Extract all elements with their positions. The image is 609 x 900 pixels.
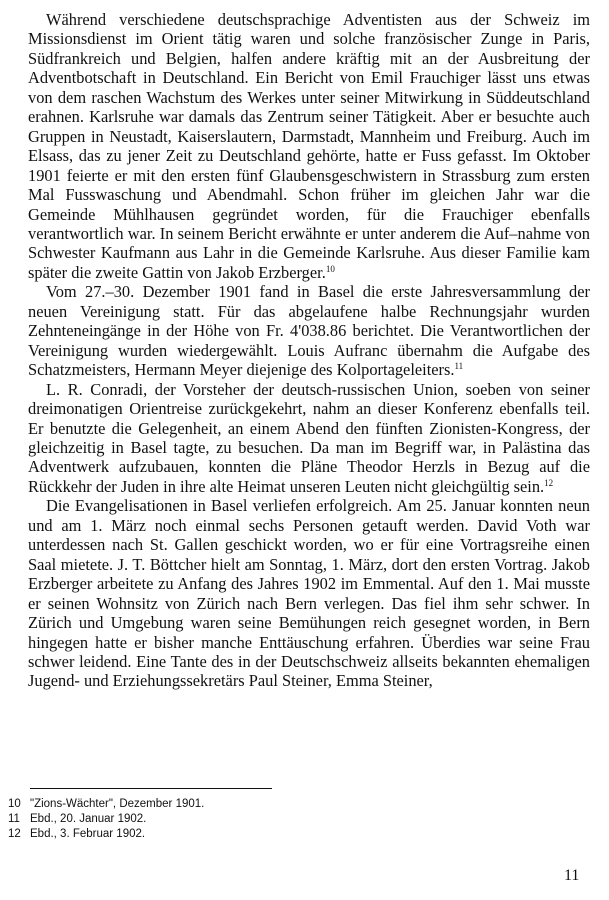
footnote — [8, 827, 568, 842]
footnote — [8, 812, 568, 827]
paragraph — [28, 496, 590, 691]
footnote-text: "Zions-Wächter", Dezember 1901. — [30, 798, 205, 810]
footnote — [8, 797, 568, 812]
paragraph — [28, 380, 590, 497]
footnote-number: 12 — [8, 828, 21, 840]
footnote-ref[interactable]: 11 — [454, 361, 464, 372]
paragraph-text: Vom 27.–30. Dezember 1901 fand in Basel die erste Jahresversammlung der neuen Vereinigung statt. Für das abgelaufene halbe Rechnungsjahr wurden Zehnteneingänge in der Höhe von Fr. 4'038.86 berichtet. Die Verantwortlichen der Vereinigung wurden wiedergewählt. Louis Aufranc übernahm die Aufgabe des Schatzmeisters, Hermann Meyer diejenige des Kolportageleiters. — [28, 282, 590, 380]
footnote-text: Ebd., 20. Januar 1902. — [30, 813, 147, 825]
paragraph-text: L. R. Conradi, der Vorsteher der deutsch-russischen Union, soeben von seiner dreimonatigen Orientreise zurückgekehrt, nahm an dieser Konferenz ebenfalls teil. Er benutzte die Gelegenheit, an einem Abend den fünften Zionisten-Kongress, der gleichzeitig in Basel tagte, zu besuchen. Da man im Begriff war, in Palästina das Adventwerk aufzubauen, konnten die Pläne Theodor Herzls in Bezug auf die Rückkehr der Juden in ihre alte Heimat unseren Leuten nicht gleichgültig sein. — [28, 379, 590, 496]
page-number: 11 — [564, 867, 580, 884]
paragraph-text: Während verschiedene deutschsprachige Adventisten aus der Schweiz im Missionsdienst im Orient tätig waren und solche französischer Zunge in Paris, Südfrankreich und Belgien, halfen andere kräftig mit an der Ausbreitung der Adventbotschaft in Deutschland. Ein Bericht von Emil Frauchiger lässt uns etwas von dem raschen Wachstum des Werkes unter seiner Mitwirkung in Süddeutschland erahnen. Karlsruhe war damals das Zentrum seiner Tätigkeit. Aber er besuchte auch Gruppen in Neustadt, Kaiserslautern, Darmstadt, Mannheim und Freiburg. Auch im Elsass, das zu jener Zeit zu Deutschland gehörte, hatte er Fuss gefasst. Im Oktober 1901 feierte er mit den ersten fünf Glaubensgeschwistern in Strassburg zum ersten Mal Fusswaschung und Abendmahl. Schon früher im gleichen Jahr war die Gemeinde Mühlhausen gegründet worden, für die Frauchiger ebenfalls verantwortlich war. In seinem Bericht erwähnte er unter anderem die Auf–nahme von Schwester Kaufmann aus Lahr in die Gemeinde Karlsruhe. Aus dieser Familie kam später die zweite Gattin von Jakob Erzberger. — [28, 10, 590, 282]
paragraph — [28, 282, 590, 379]
paragraph-text: Die Evangelisationen in Basel verliefen erfolgreich. Am 25. Januar konnten neun und am 1. März noch einmal sechs Personen getauft werden. David Voth war unterdessen nach St. Gallen geschickt worden, wo er für eine Vortragsreihe einen Saal mietete. J. T. Böttcher hielt am Sonntag, 1. März, dort den ersten Vortrag. Jakob Erzberger arbeitete zu Anfang des Jahres 1902 im Emmental. Auf den 1. Mai musste er seinen Wohnsitz von Zürich nach Bern verlegen. Das fiel ihm sehr schwer. In Zürich und Umgebung waren seine Bemühungen reich gesegnet worden, in Bern hingegen hatte er bisher manche Enttäuschung erfahren. Überdies war seine Frau schwer leidend. Eine Tante des in der Deutschschweiz allseits bekannten ehemaligen Jugend- und Erziehungssekretärs Paul Steiner, Emma Steiner, — [28, 496, 590, 691]
body-text — [28, 10, 590, 691]
footnote-divider — [30, 788, 272, 789]
paragraph — [28, 10, 590, 282]
footnote-ref[interactable]: 10 — [325, 263, 335, 274]
footnote-text: Ebd., 3. Februar 1902. — [30, 828, 146, 840]
footnote-ref[interactable]: 12 — [544, 477, 554, 488]
footnote-number: 11 — [8, 813, 20, 825]
footnotes — [8, 797, 568, 842]
footnote-number: 10 — [8, 798, 21, 810]
